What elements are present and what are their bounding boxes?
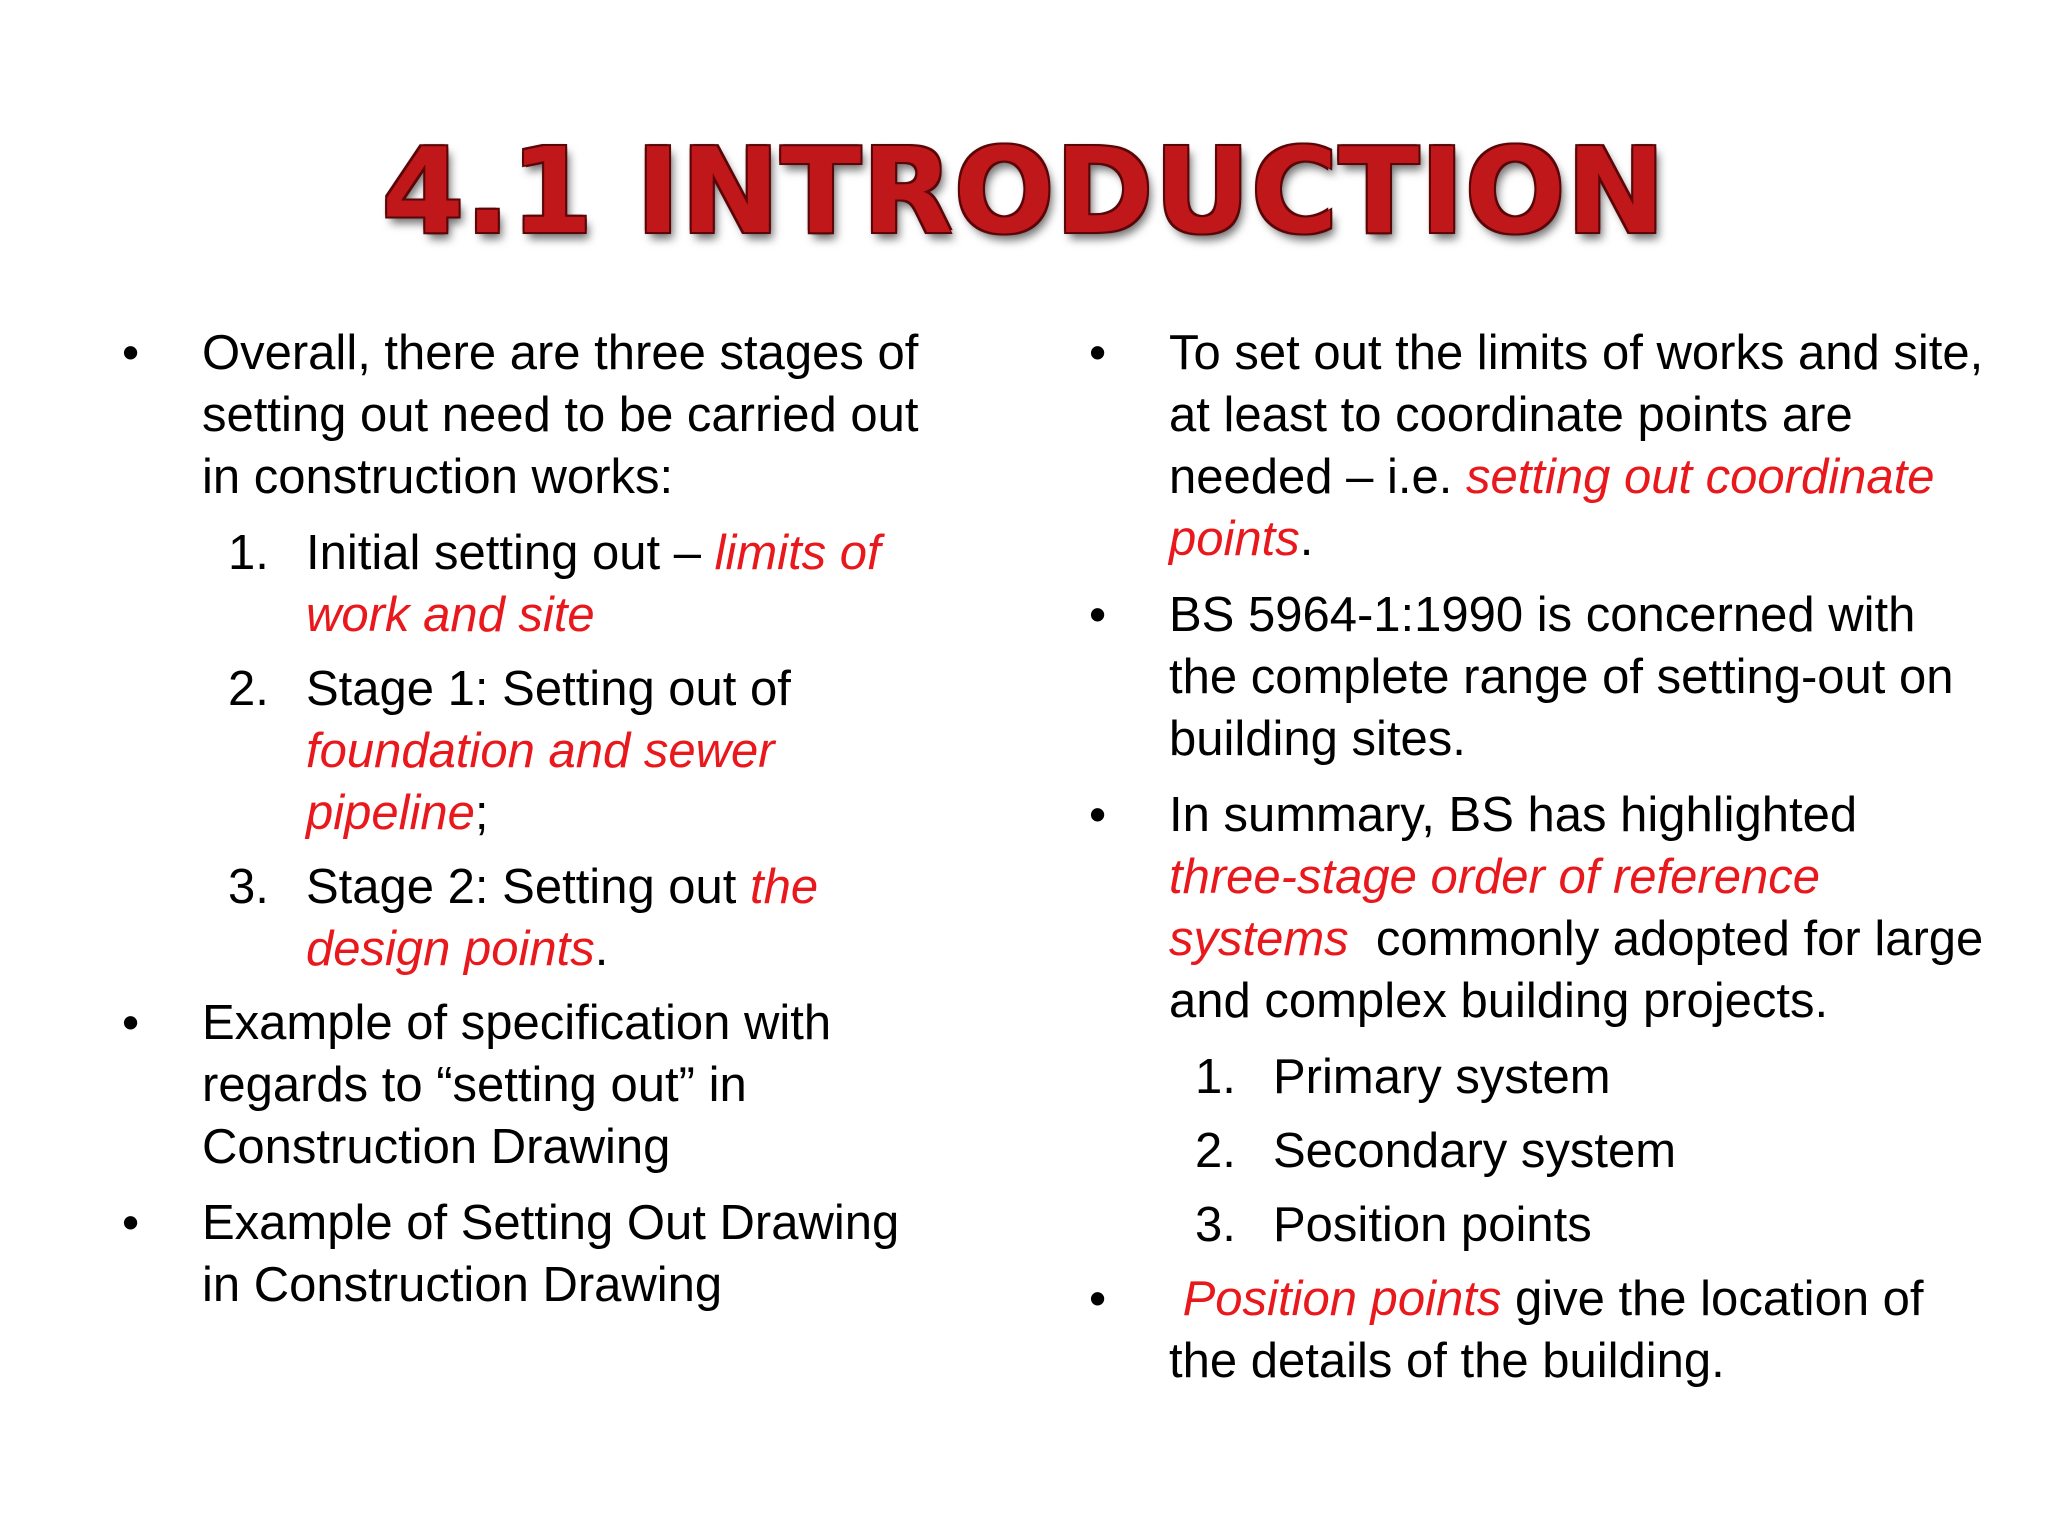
item-tail: . <box>594 922 609 976</box>
item-highlight: foundation and sewer pipeline <box>306 724 775 840</box>
item-text: Stage 2: Setting out <box>306 860 751 914</box>
numbered-item <box>1085 1120 1985 1182</box>
item-text: Position points <box>1273 1198 1592 1252</box>
numbered-item <box>118 522 948 646</box>
bullet-dot: • <box>122 326 140 380</box>
bullet-dot: • <box>1089 788 1107 842</box>
bullet-text: Example of specification with regards to “setting out” in Construction Drawing <box>202 996 832 1174</box>
item-number: 2. <box>1195 1124 1236 1178</box>
numbered-item <box>118 856 948 980</box>
item-number: 3. <box>228 860 269 914</box>
item-text: Initial setting out – <box>306 526 715 580</box>
bullet-tail: commonly adopted for large and complex building projects. <box>1169 912 1997 1028</box>
bullet-text: BS 5964-1:1990 is concerned with the complete range of setting-out on building sites. <box>1169 588 1954 766</box>
bullet-dot: • <box>122 1196 140 1250</box>
bullet-dot: • <box>1089 588 1107 642</box>
bullet-tail: . <box>1299 512 1314 566</box>
bullet-item <box>1085 1268 1985 1392</box>
bullet-text: Overall, there are three stages of setting out need to be carried out in construction works: <box>202 326 919 504</box>
bullet-tail: give the location of the details of the building. <box>1169 1272 1924 1388</box>
item-text: Secondary system <box>1273 1124 1677 1178</box>
bullet-item <box>1085 784 1997 1032</box>
right-column <box>1085 322 1997 1406</box>
bullet-dot: • <box>122 996 140 1050</box>
item-tail: ; <box>474 786 489 840</box>
item-number: 3. <box>1195 1198 1236 1252</box>
item-highlight: the design points <box>306 860 819 976</box>
numbered-item <box>1085 1194 1985 1256</box>
bullet-highlight: three-stage order of reference systems <box>1169 850 1820 966</box>
item-number: 1. <box>228 526 269 580</box>
bullet-highlight: setting out coordinate points <box>1169 450 1935 566</box>
bullet-text: To set out the limits of works and site, at least to coordinate points are needed – i.e. <box>1169 326 1984 504</box>
bullet-text: In summary, BS has highlighted <box>1169 788 1858 842</box>
numbered-item <box>1085 1046 1985 1108</box>
left-column <box>118 322 948 1330</box>
slide-title: 4.1 INTRODUCTION <box>381 122 1667 260</box>
numbered-item <box>118 658 948 844</box>
item-text: Stage 1: Setting out of <box>306 662 791 716</box>
item-number: 2. <box>228 662 269 716</box>
bullet-item <box>118 1192 948 1316</box>
bullet-item <box>118 992 948 1178</box>
bullet-item <box>1085 322 1985 570</box>
bullet-text: Example of Setting Out Drawing in Construction Drawing <box>202 1196 900 1312</box>
bullet-item <box>1085 584 1985 770</box>
item-number: 1. <box>1195 1050 1236 1104</box>
bullet-item <box>118 322 948 508</box>
bullet-dot: • <box>1089 326 1107 380</box>
bullet-dot: • <box>1089 1272 1107 1326</box>
item-text: Primary system <box>1273 1050 1611 1104</box>
bullet-highlight: Position points <box>1182 1272 1502 1326</box>
item-highlight: limits of work and site <box>306 526 881 642</box>
